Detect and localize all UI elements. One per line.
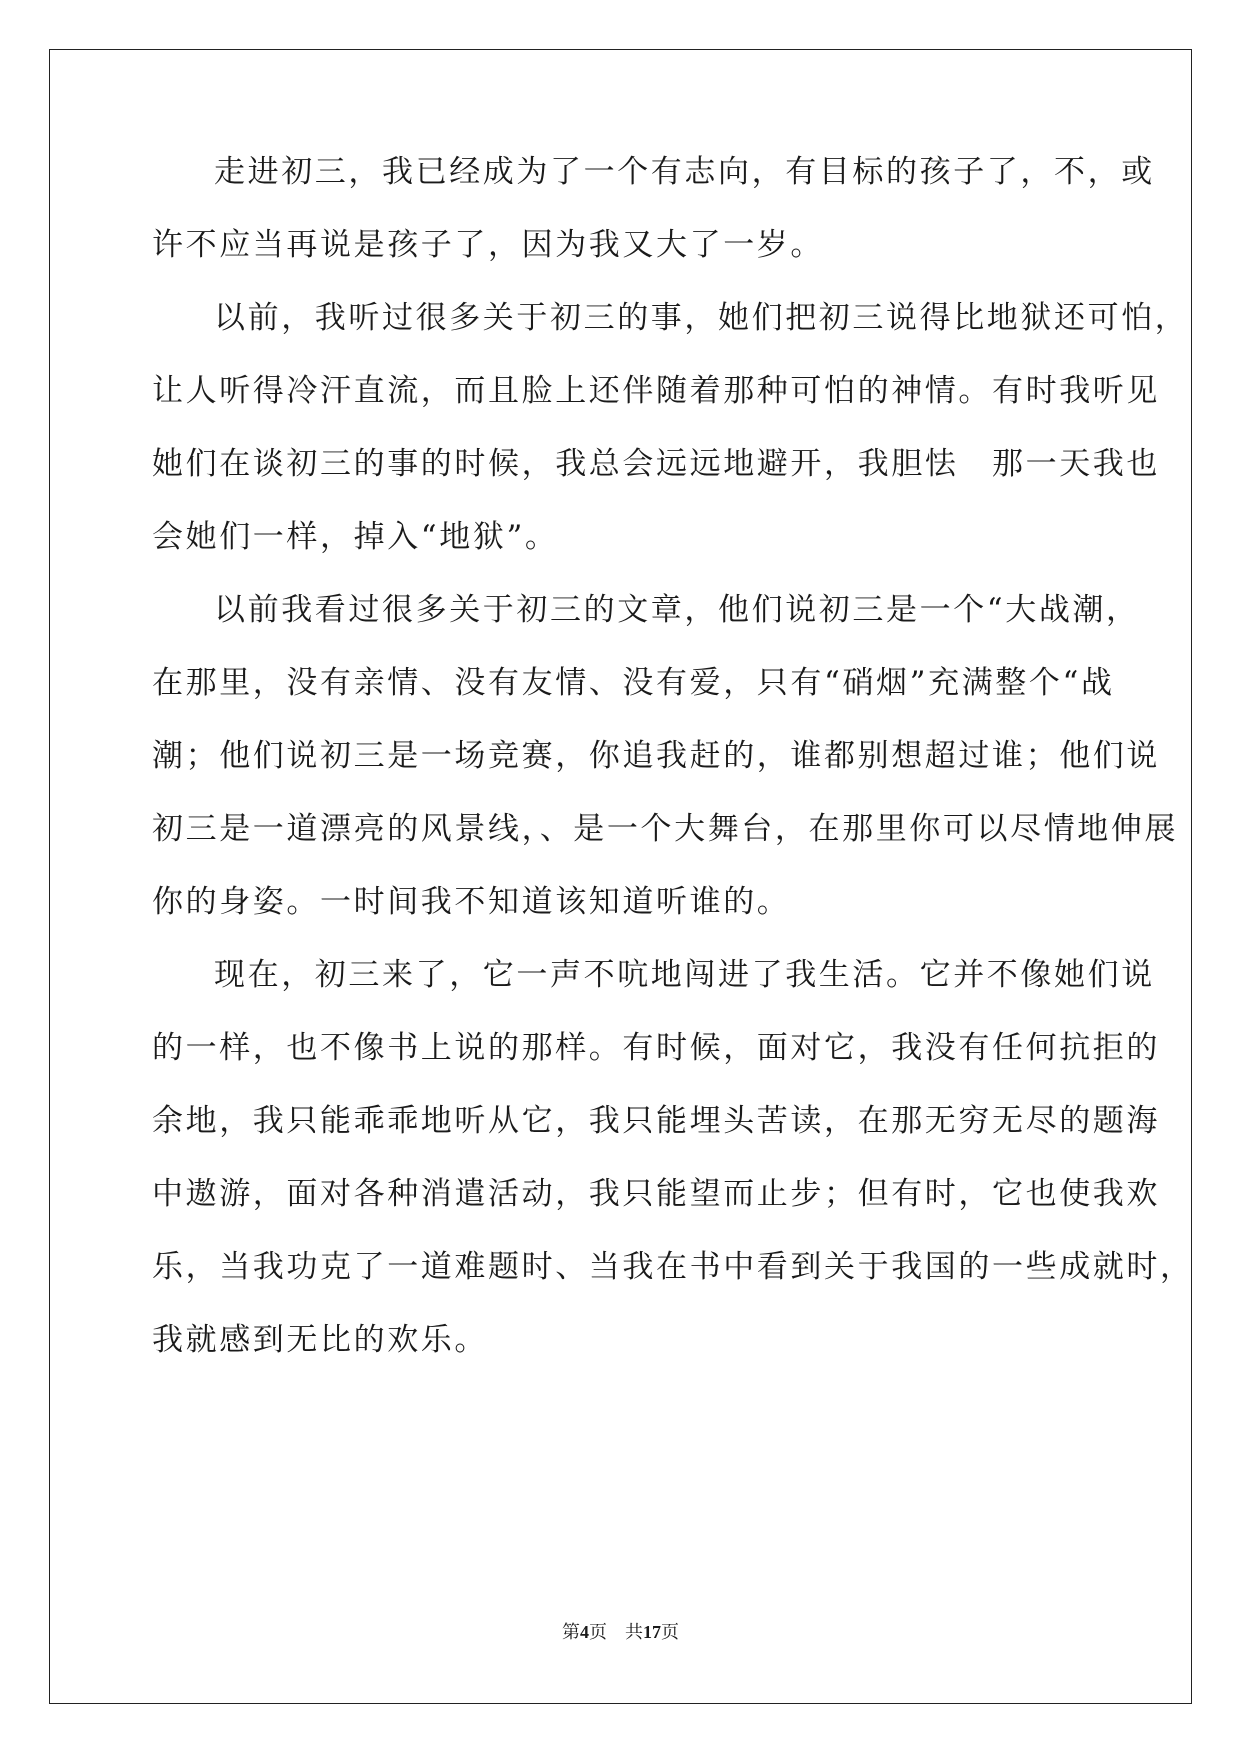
paragraph-2-line-4: 会她们一样，掉入“地狱”。 — [152, 519, 559, 555]
paragraph-2-line-2: 让人听得冷汗直流，而且脸上还伴随着那种可怕的神情。有时我听见 — [152, 373, 1160, 409]
paragraph-4-line-2: 的一样，也不像书上说的那样。有时候，面对它，我没有任何抗拒的 — [152, 1030, 1160, 1066]
current-page-number: 4 — [580, 1622, 589, 1642]
paragraph-4-line-3: 余地，我只能乖乖地听从它，我只能埋头苦读，在那无穷无尽的题海 — [152, 1103, 1160, 1139]
paragraph-4-line-4: 中遨游，面对各种消遣活动，我只能望而止步；但有时，它也使我欢 — [152, 1176, 1160, 1212]
total-pages-number: 17 — [643, 1622, 661, 1642]
paragraph-3-line-5: 你的身姿。一时间我不知道该知道听谁的。 — [152, 884, 791, 920]
paragraph-3-line-1: 以前我看过很多关于初三的文章，他们说初三是一个“大战潮， — [214, 592, 1140, 628]
paragraph-3-line-3: 潮；他们说初三是一场竞赛，你追我赶的，谁都别想超过谁；他们说 — [152, 738, 1160, 774]
paragraph-4-line-1: 现在，初三来了，它一声不吭地闯进了我生活。它并不像她们说 — [214, 957, 1155, 993]
paragraph-3-line-2: 在那里，没有亲情、没有友情、没有爱，只有“硝烟”充满整个“战 — [152, 665, 1115, 701]
page-number-footer — [0, 1618, 1241, 1644]
paragraph-2-line-3: 她们在谈初三的事的时候，我总会远远地避开，我胆怯 那一天我也 — [152, 446, 1160, 482]
paragraph-4-line-5: 乐，当我功克了一道难题时、当我在书中看到关于我国的一些成就时， — [152, 1249, 1194, 1285]
page-prefix: 第 — [562, 1622, 580, 1642]
paragraph-2-line-1: 以前，我听过很多关于初三的事，她们把初三说得比地狱还可怕， — [214, 300, 1189, 336]
paragraph-4-line-6: 我就感到无比的欢乐。 — [152, 1322, 488, 1358]
total-suffix: 页 — [661, 1622, 679, 1642]
page-suffix: 页 — [589, 1622, 607, 1642]
paragraph-3-line-4: 初三是一道漂亮的风景线，、是一个大舞台，在那里你可以尽情地伸展 — [152, 811, 1179, 847]
total-prefix: 共 — [625, 1622, 643, 1642]
paragraph-1-line-1: 走进初三，我已经成为了一个有志向，有目标的孩子了，不，或 — [214, 154, 1155, 190]
paragraph-1-line-2: 许不应当再说是孩子了，因为我又大了一岁。 — [152, 227, 824, 263]
